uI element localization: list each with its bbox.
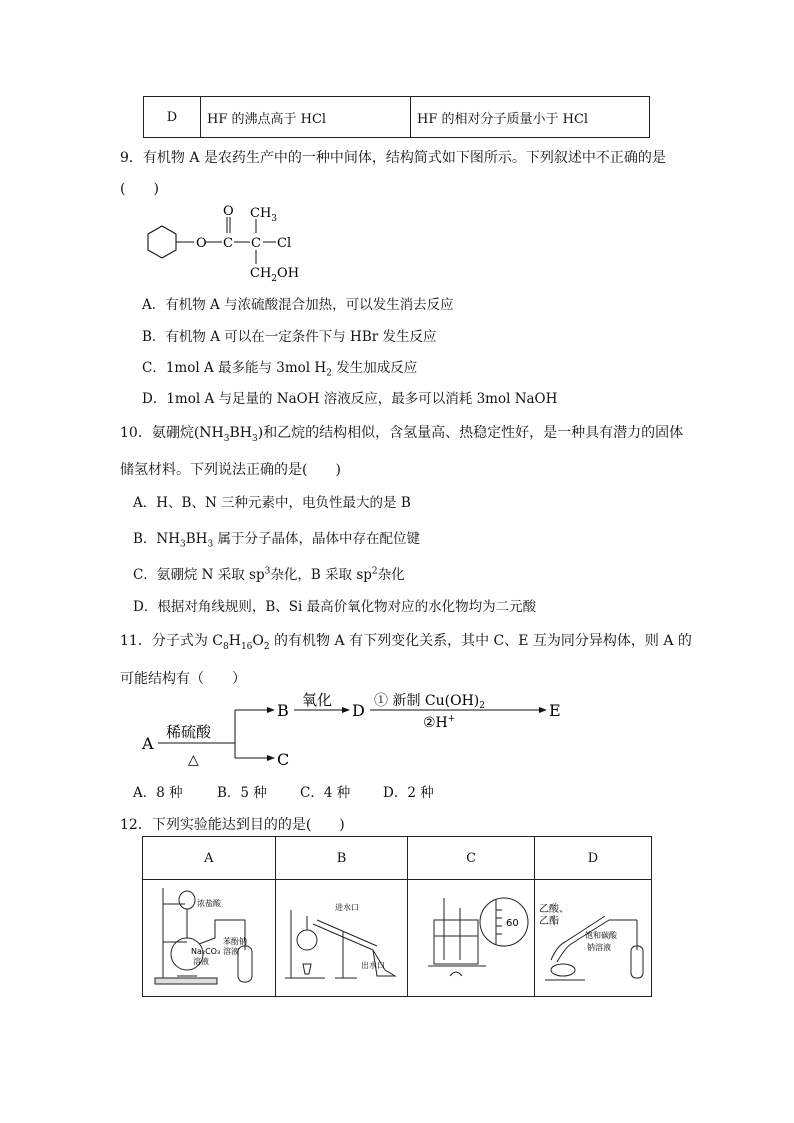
label-sodium-phenoxide: 苯酚钠	[222, 937, 247, 946]
heat-symbol: △	[188, 752, 199, 768]
apparatus-d-cell	[535, 880, 652, 997]
label-water-outlet: 出水口	[361, 961, 386, 970]
label-solution-a: 溶液	[192, 957, 209, 966]
label-saturated-carbonate: 饱和碳酸	[585, 931, 617, 940]
q11-stem: 11．分子式为 $C_8H_{16}O_2$ 的有机物 A 有下列变化关系，其中 C、E 互为同分异构体，则 A 的	[120, 633, 692, 652]
q10-stem: 10．氨硼烷$(NH_3BH_3)$和乙烷的结构相似，含氢量高、热稳定性好，是一种具有潜力的固体	[120, 425, 684, 444]
carbonyl-oxygen: O	[223, 204, 234, 219]
benzene-ring	[148, 226, 176, 258]
apparatus-a	[145, 880, 273, 992]
apparatus-b-cell	[275, 880, 408, 997]
apparatus-a-cell	[143, 880, 276, 997]
carbonyl-carbon: C	[223, 236, 233, 251]
q10-option-b: B．$NH_3BH_3$ 属于分子晶体，晶体中存在配位键	[133, 531, 420, 550]
q10-option-c: C．氨硼烷 N 采取 $sp^3$杂化，B 采取 $sp^2$杂化	[133, 566, 405, 583]
q9-stem-paren: ( )	[120, 181, 159, 197]
apparatus-c	[410, 880, 532, 992]
option-cell: D	[144, 97, 201, 138]
label-sodium-carbonate: Na₂CO₃	[190, 947, 221, 956]
oxidation-label: 氧化	[302, 691, 333, 709]
reagent-dilute-sulfuric: 稀硫酸	[166, 723, 212, 741]
header-b: B	[275, 837, 408, 880]
q9-option-d: D．1mol A 与足量的 NaOH 溶液反应，最多可以消耗 3mol NaOH	[142, 391, 558, 407]
header-d: D	[535, 837, 652, 880]
compound-b: B	[277, 701, 289, 720]
ammonia-borane-formula: $(NH_3BH_3)$	[193, 425, 264, 444]
compound-e: E	[549, 701, 561, 720]
label-water-inlet: 进水口	[335, 903, 360, 912]
q12-experiment-table	[142, 836, 652, 997]
q11-reaction-scheme	[138, 690, 578, 772]
label-ethyl-ester: 乙酯	[539, 916, 559, 927]
ester-oxygen: O	[196, 236, 207, 251]
q11-option-b: B．5 种	[217, 785, 267, 801]
q10-option-d: D．根据对角线规则，B、Si 最高价氧化物对应的水化物均为二元酸	[133, 599, 537, 615]
label-scale-reading: 60	[506, 918, 519, 929]
q9-option-a: A．有机物 A 与浓硫酸混合加热，可以发生消去反应	[142, 297, 454, 313]
quaternary-carbon: C	[251, 236, 261, 251]
apparatus-c-cell	[408, 880, 535, 997]
methyl-group: $CH_3$	[250, 206, 278, 224]
label-sodium-solution: 钠溶液	[587, 943, 611, 952]
q9-stem: 9．有机物 A 是农药生产中的一种中间体，结构简式如下图所示。下列叙述中不正确的是	[120, 150, 666, 166]
step1-reagent: ① 新制 $Cu(OH)_2$	[374, 693, 485, 711]
q11-option-c: C．4 种	[300, 785, 351, 801]
apparatus-b	[277, 880, 405, 992]
reason-cell: HF 的相对分子质量小于 HCl	[411, 97, 650, 138]
q12-stem: 12．下列实验能达到目的的是( )	[120, 817, 345, 833]
apparatus-d	[535, 880, 651, 992]
q9-option-b: B．有机物 A 可以在一定条件下与 HBr 发生反应	[142, 329, 437, 345]
q10-option-a: A．H、B、N 三种元素中，电负性最大的是 B	[133, 495, 411, 511]
chlorine-atom: Cl	[277, 236, 292, 251]
label-acetic-acid: 乙酸、	[539, 904, 569, 915]
fact-cell: HF 的沸点高于 HCl	[201, 97, 411, 138]
compound-a: A	[142, 734, 154, 753]
q11-option-a: A．8 种	[133, 785, 183, 801]
compound-d: D	[352, 701, 365, 720]
label-concentrated-hcl: 浓盐酸	[196, 899, 221, 908]
compound-c: C	[277, 750, 290, 769]
q9-structure	[138, 200, 318, 286]
hydroxymethyl-group: $CH_2OH$	[250, 266, 300, 284]
header-a: A	[143, 837, 276, 880]
header-c: C	[408, 837, 535, 880]
previous-question-table	[143, 96, 650, 138]
label-solution-phenoxide: 溶液	[222, 947, 239, 956]
step2-reagent: ②H+	[423, 714, 456, 731]
q9-option-c: C．1mol A 最多能与 3mol $H_2$ 发生加成反应	[142, 360, 418, 379]
q10-stem-line2: 储氢材料。下列说法正确的是( )	[120, 462, 341, 478]
q11-option-d: D．2 种	[383, 785, 434, 801]
q11-stem-line2: 可能结构有（ ）	[120, 671, 246, 687]
